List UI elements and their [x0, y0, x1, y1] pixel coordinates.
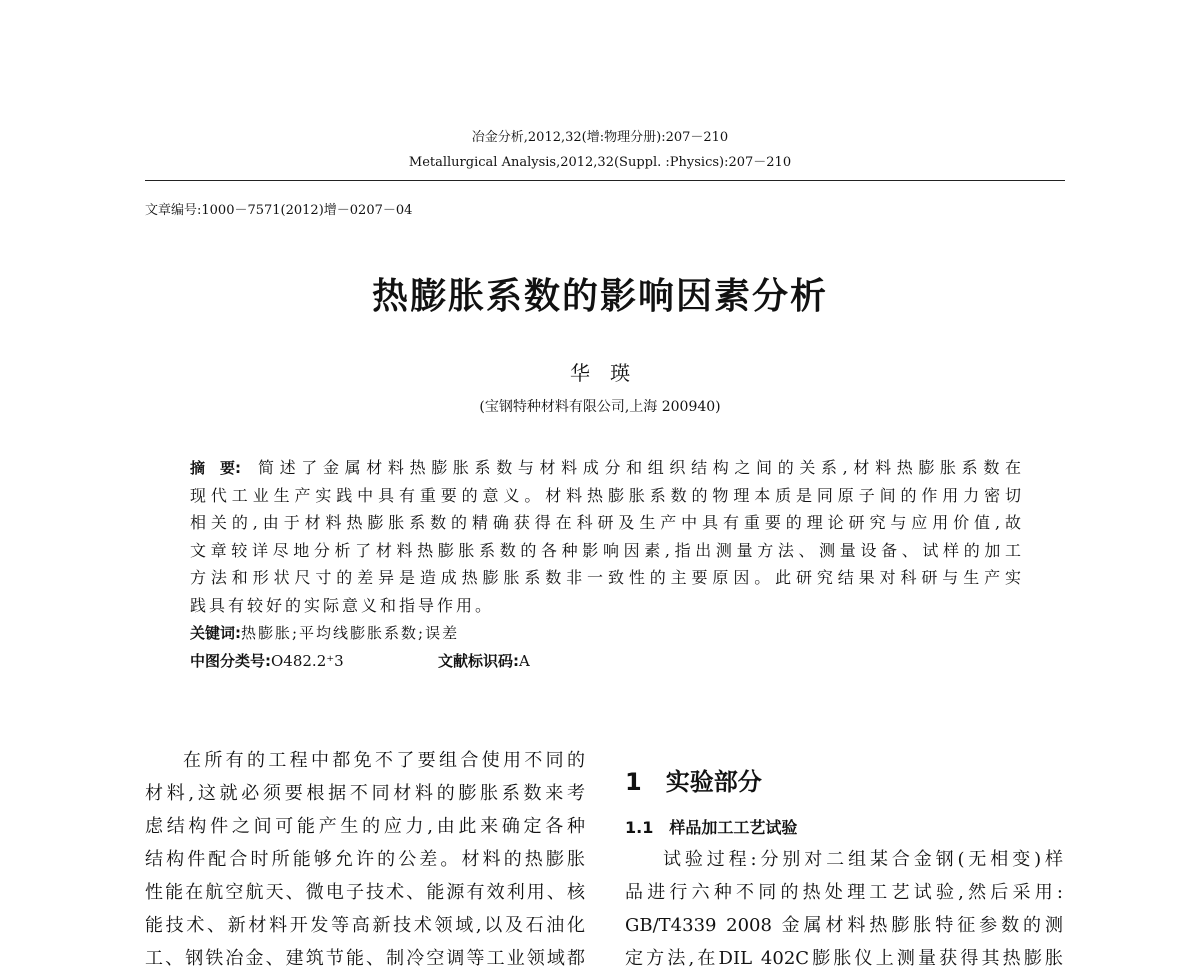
body-line: 试验过程:分别对二组某合金钢(无相变)样 [663, 849, 1063, 870]
body-line: 工、钢铁冶金、建筑节能、制冷空调等工业领域都 [145, 948, 585, 969]
body-line: 在所有的工程中都免不了要组合使用不同的 [183, 750, 585, 771]
affiliation: (宝钢特种材料有限公司,上海 200940) [479, 399, 721, 415]
header-rule [145, 180, 1065, 181]
paper-title: 热膨胀系数的影响因素分析 [371, 276, 828, 317]
clc-number [190, 650, 344, 672]
clc-label: 中图分类号: [190, 652, 271, 670]
author: 华 瑛 [570, 361, 630, 385]
clc-value: O482.2⁺3 [271, 652, 344, 670]
abstract-label: 摘 要: [190, 459, 241, 477]
body-line: GB/T4339 2008 金属材料热膨胀特征参数的测 [625, 915, 1063, 936]
abstract-line: 方法和形状尺寸的差异是造成热膨胀系数非一致性的主要原因。此研究结果对科研与生产实 [190, 568, 1022, 587]
article-number: 文章编号:1000－7571(2012)增－0207－04 [145, 203, 413, 218]
body-line: 材料,这就必须要根据不同材料的膨胀系数来考 [145, 783, 585, 804]
journal-citation-cn: 冶金分析,2012,32(增:物理分册):207－210 [471, 130, 729, 145]
section-heading: 1 实验部分 [625, 768, 762, 796]
body-line: 虑结构件之间可能产生的应力,由此来确定各种 [145, 816, 585, 837]
keywords-value: 热膨胀;平均线膨胀系数;误差 [241, 624, 460, 642]
keywords [190, 622, 459, 644]
body-line: 能技术、新材料开发等高新技术领域,以及石油化 [145, 915, 585, 936]
abstract-line: 践具有较好的实际意义和指导作用。 [190, 596, 495, 615]
document-code [438, 650, 530, 672]
abstract-line: 现代工业生产实践中具有重要的意义。材料热膨胀系数的物理本质是同原子间的作用力密切 [190, 486, 1022, 505]
abstract-line: 文章较详尽地分析了材料热膨胀系数的各种影响因素,指出测量方法、测量设备、试样的加工 [190, 541, 1022, 560]
body-line: 品进行六种不同的热处理工艺试验,然后采用: [625, 882, 1063, 903]
doc-code-value: A [519, 652, 530, 670]
subsection-heading: 1.1 样品加工工艺试验 [625, 818, 798, 837]
doc-code-label: 文献标识码: [438, 652, 519, 670]
body-line: 结构件配合时所能够允许的公差。材料的热膨胀 [145, 849, 585, 870]
body-line: 性能在航空航天、微电子技术、能源有效利用、核 [145, 882, 585, 903]
body-line: 定方法,在DIL 402C膨胀仪上测量获得其热膨胀 [625, 948, 1063, 969]
journal-citation-en: Metallurgical Analysis,2012,32(Suppl. :Physics):207－210 [408, 155, 792, 170]
abstract-line: 相关的,由于材料热膨胀系数的精确获得在科研及生产中具有重要的理论研究与应用价值,故 [190, 513, 1022, 532]
abstract-line: 简述了金属材料热膨胀系数与材料成分和组织结构之间的关系,材料热膨胀系数在 [258, 458, 1022, 477]
keywords-label: 关键词: [190, 624, 241, 642]
